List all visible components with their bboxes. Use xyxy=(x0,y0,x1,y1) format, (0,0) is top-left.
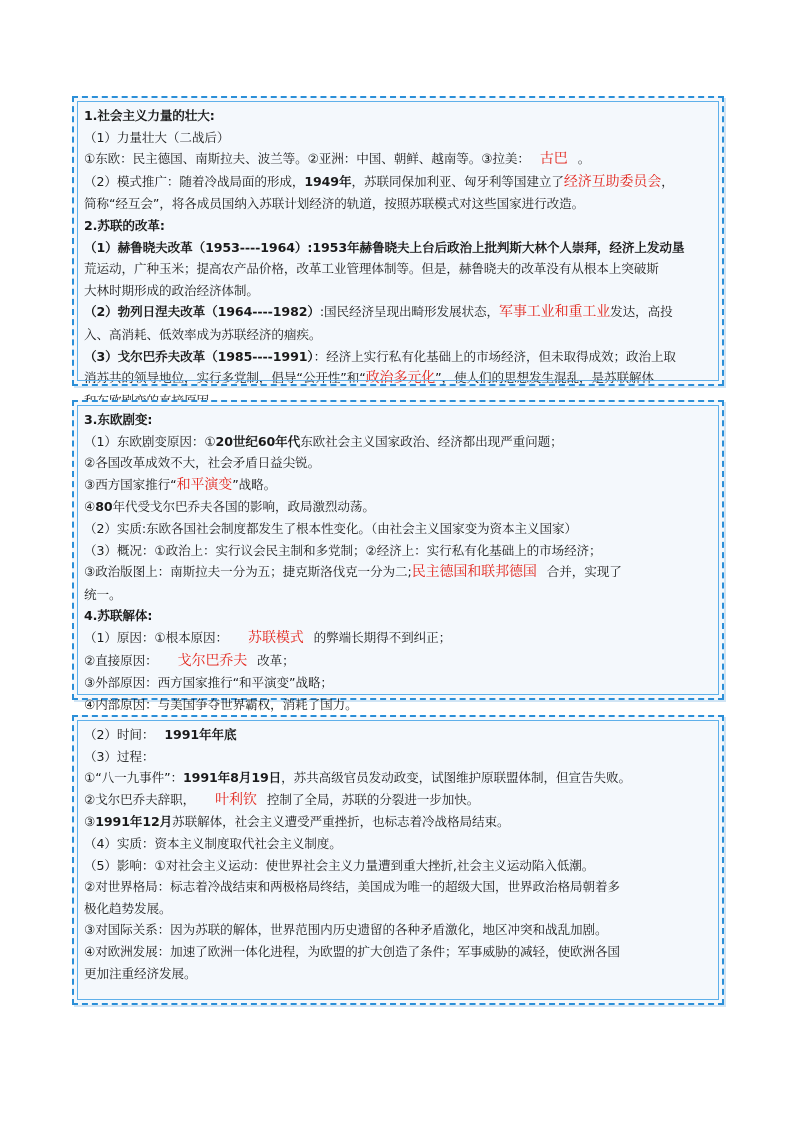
text-line: （2）时间： 1991年年底 xyxy=(84,727,237,742)
heading-eastern-europe: 3.东欧剧变: xyxy=(84,412,153,427)
highlight-cuba: 古巴 xyxy=(539,151,568,168)
text-line: ④内部原因：与美国争夺世界霸权，消耗了国力。 xyxy=(84,696,358,712)
text-line: 入、高消耗、低效率成为苏联经济的痼疾。 xyxy=(84,326,322,342)
text-line: （3）过程： xyxy=(84,748,155,764)
text-line: （3）概况：①政治上：实行议会民主制和多党制；②经济上：实行私有化基础上的市场经济； xyxy=(84,542,602,558)
text-line: 消苏共的领导地位，实行多党制，倡导“公开性”和“政治多元化”，使人们的思想发生混乱，是苏联解体 xyxy=(84,370,654,387)
text-line: （1）赫鲁晓夫改革（1953----1964）:1953年赫鲁晓夫上台后政治上批判斯大林个人崇拜，经济上发动垦 xyxy=(84,239,685,255)
highlight-soviet-model: 苏联模式 xyxy=(248,629,304,646)
highlight-yeltsin: 叶利钦 xyxy=(215,791,257,808)
text-line: 统一。 xyxy=(84,586,122,602)
text-line: ③西方国家推行“和平演变”战略。 xyxy=(84,476,277,493)
section-box-dissolution-process-and-impact xyxy=(72,715,724,1005)
highlight-german-states: 民主德国和联邦德国 xyxy=(411,564,537,581)
text-line: 极化趋势发展。 xyxy=(84,900,172,916)
text-line: （3）戈尔巴乔夫改革（1985----1991）：经济上实行私有化基础上的市场经济，但未取得成效；政治上取 xyxy=(84,348,676,364)
text-line: ③对国际关系：因为苏联的解体，世界范围内历史遗留的各种矛盾激化，地区冲突和战乱加剧。 xyxy=(84,922,608,938)
text-line: 简称“经互会”，将各成员国纳入苏联计划经济的轨道，按照苏联模式对这些国家进行改造。 xyxy=(84,196,585,212)
text-line: ①东欧：民主德国、南斯拉夫、波兰等。②亚洲：中国、朝鲜、越南等。③拉美： 古巴 。 xyxy=(84,151,591,168)
text-line: ②直接原因： 戈尔巴乔夫 改革； xyxy=(84,652,295,669)
text-line: ③外部原因：西方国家推行“和平演变”战略； xyxy=(84,675,333,691)
text-line: 荒运动，广种玉米；提高农产品价格，改革工业管理体制等。但是，赫鲁晓夫的改革没有从根本上突破斯 xyxy=(84,261,659,277)
text-line: （4）实质：资本主义制度取代社会主义制度。 xyxy=(84,835,342,851)
highlight-political-pluralism: 政治多元化 xyxy=(365,370,436,387)
text-line: ④对欧洲发展：加速了欧洲一体化进程，为欧盟的扩大创造了条件；军事威胁的减轻，使欧洲各国 xyxy=(84,943,620,959)
highlight-military-industry: 军事工业和重工业 xyxy=(498,304,611,321)
text-line: ④80年代受戈尔巴乔夫各国的影响，政局激烈动荡。 xyxy=(84,499,375,515)
text-line: 大林时期形成的政治经济体制。 xyxy=(84,282,259,298)
text-line: （2）实质:东欧各国社会制度都发生了根本性变化。（由社会主义国家变为资本主义国家） xyxy=(84,520,578,536)
text-line: （2）勃列日涅夫改革（1964----1982）:国民经济呈现出畸形发展状态，军事工业和重工业发达，高投 xyxy=(84,304,673,321)
text-line: ②对世界格局：标志着冷战结束和两极格局终结，美国成为唯一的超级大国，世界政治格局朝着多 xyxy=(84,879,620,895)
highlight-comecon: 经济互助委员会 xyxy=(563,173,662,190)
text-line: 更加注重经济发展。 xyxy=(84,965,197,981)
heading-ussr-dissolution: 4.苏联解体: xyxy=(84,608,153,624)
highlight-peaceful-evolution: 和平演变 xyxy=(176,476,233,493)
section-box-eastern-europe-and-ussr-dissolution xyxy=(72,400,724,712)
text-line: ①“八一九事件”：1991年8月19日，苏共高级官员发动政变，试图维护原联盟体制，但宣告失败。 xyxy=(84,770,631,786)
section-box-socialism-and-soviet-reform xyxy=(72,96,724,386)
heading-soviet-reform: 2.苏联的改革: xyxy=(84,217,165,233)
highlight-gorbachev: 戈尔巴乔夫 xyxy=(177,652,248,669)
text-line: ②各国改革成效不大，社会矛盾日益尖锐。 xyxy=(84,455,321,471)
text-line: （2）模式推广：随着冷战局面的形成，1949年，苏联同保加利亚、匈牙利等国建立了经济互助委员会， xyxy=(84,173,674,190)
text-line: ②戈尔巴乔夫辞职， 叶利钦 控制了全局，苏联的分裂进一步加快。 xyxy=(84,791,480,808)
text-line: （1）东欧剧变原因：①20世纪60年代东欧社会主义国家政治、经济都出现严重问题； xyxy=(84,433,563,449)
text-line: ③政治版图上：南斯拉夫一分为五；捷克斯洛伐克一分为二;民主德国和联邦德国 合并，实现了 xyxy=(84,564,622,581)
text-line: （1）力量壮大（二战后） xyxy=(84,129,230,145)
text-line: （5）影响：①对社会主义运动：使世界社会主义力量遭到重大挫折,社会主义运动陷入低潮。 xyxy=(84,857,595,873)
heading-socialism-growth: 1.社会主义力量的壮大: xyxy=(84,108,215,123)
text-line: ③1991年12月苏联解体，社会主义遭受严重挫折，也标志着冷战格局结束。 xyxy=(84,814,510,830)
text-line: （1）原因：①根本原因： 苏联模式 的弊端长期得不到纠正； xyxy=(84,629,452,646)
